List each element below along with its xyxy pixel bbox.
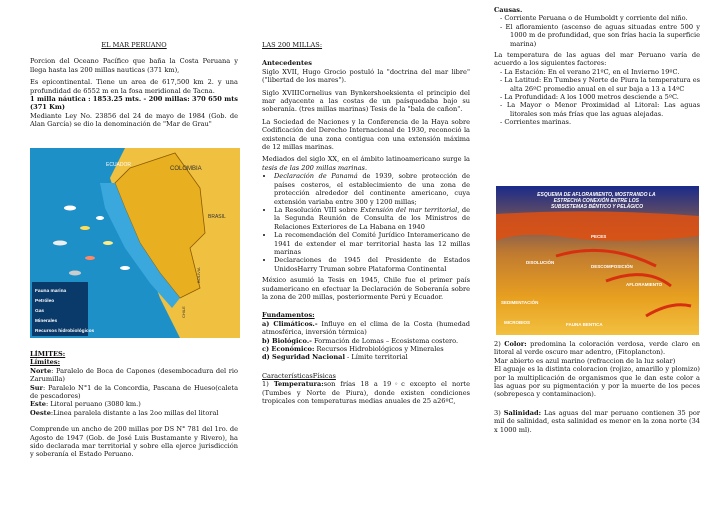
map-label-colombia: COLOMBIA bbox=[170, 166, 202, 172]
salinidad-label: Salinidad: bbox=[503, 408, 542, 417]
limits-subtitle: Límites: bbox=[30, 358, 61, 367]
diagram-label-fauna-bentica: FAUNA BENTICA bbox=[566, 322, 603, 327]
causas-heading: Causas. bbox=[494, 6, 523, 14]
map-label-ecuador: ECUADOR bbox=[106, 162, 132, 168]
antecedentes-list bbox=[262, 172, 470, 273]
legend-recursos: Recursos hidrobiológicos bbox=[35, 329, 95, 334]
norte-label: Norte bbox=[30, 366, 52, 375]
limits-title: LÍMITES: bbox=[30, 350, 66, 358]
col2-paragraph-1: Siglo XVII, Hugo Grocio postuló la "doctrina del mar libre"("libertad de los mares"). bbox=[262, 67, 470, 85]
col1-paragraph-4: Mediante Ley No. 23856 del 24 de mayo de 1984 (Gob. de Alan García) se dio la denominación de "Mar de Grau" bbox=[30, 111, 238, 129]
peru-sea-map bbox=[30, 148, 240, 338]
caracteristicas-heading: CaracterísticasFísicas bbox=[262, 371, 336, 380]
col1-paragraph-end: Comprende un ancho de 200 millas por DS N° 781 del 1ro. de Agosto de 1947 (Gob. de José Luis Bustamante y Rivero), ha sido declarada mar territorial y sobre ella ejerce jurisdicción y soberanía el Estado Peruano. bbox=[30, 425, 238, 459]
map-label-chile: CHILE bbox=[181, 306, 186, 318]
column-1-lower bbox=[30, 350, 238, 515]
diagram-label-disolucion: DISOLUCIÓN bbox=[526, 260, 555, 265]
diagram-label-microbios: MICROBIOS bbox=[504, 320, 531, 325]
temperatura-text: son frías 18 a 19◦c excepto el norte (Tumbes y Norte de Piura), donde existen condiciones tropicales con temperaturas medias anuales de 25 a26ºC, bbox=[262, 380, 470, 406]
diagram-label-descomposicion: DESCOMPOSICIÓN bbox=[591, 264, 633, 269]
color-text: predomina la coloración verdosa, verde claro en litoral al verde oscuro mar adentro, (Fitoplancton). bbox=[494, 340, 700, 357]
diagram-svg bbox=[496, 186, 699, 335]
causas-list bbox=[494, 14, 700, 48]
fund-c-label: c) Económico: bbox=[262, 345, 315, 353]
fund-d-text: - Límite territorial bbox=[344, 353, 408, 362]
list-item: - El afloramiento (ascenso de aguas situadas entre 500 y 1000 m de profundidad, que son frías hacia la superficie marina) bbox=[494, 23, 700, 48]
legend-petroleo: Petróleo bbox=[35, 299, 55, 304]
legend-minerales: Minerales bbox=[35, 319, 58, 324]
list-item: - La Latitud: En Tumbes y Norte de Piura la temperatura es alta 26ºC promedio anual en el sur baja a 13 a 14ºC bbox=[494, 76, 700, 93]
upwelling-diagram bbox=[496, 186, 699, 335]
column-3-lower: 2) Color: predomina la coloración verdosa, verde claro en litoral al verde oscuro mar adentro, (Fitoplancton). Mar abierto es azul marino (refraccion de la luz solar) El aguaje es la distinta coloracion (rojizo, amarillo y plomizo) por la multiplicación de organismos que le dan este color a las aguas por su pigmentación y por la muerte de los peces (sobrepesca y contaminacion). 3) Salinidad: Las aguas del mar peruano contienen 35 por mil de salinidad, esta salinidad es menor en la zona norte (34 x 1000 ml). bbox=[494, 340, 700, 434]
diagram-title-line-1: ESQUEMA DE AFLORAMIENTO, MOSTRANDO LA bbox=[537, 192, 656, 198]
factors-list bbox=[494, 68, 700, 127]
color-label: Color: bbox=[504, 340, 527, 348]
tesis-200-millas: tesis de las 200 millas marinas. bbox=[262, 163, 368, 172]
norte-text: : Paralelo de Boca de Capones (desembocadura del rio Zarumilla) bbox=[30, 366, 238, 384]
este-label: Este bbox=[30, 400, 46, 409]
page-title: EL MAR PERUANO bbox=[101, 41, 167, 49]
legend-fauna: Fauna marina bbox=[35, 289, 67, 294]
list-item: • Declaración de Panamá de 1939, sobre protección de países costeros, el establecimiento de una zona de protección alrededor del continente americano, cuya extensión variaba entre 300 y 1200 millas; bbox=[274, 172, 470, 206]
col3-temp-paragraph: La temperatura de las aguas del mar Peruano varía de acuerdo a los siguientes factores: bbox=[494, 51, 700, 68]
col1-paragraph-2: Es epicontinental. Tiene un area de 617,500 km 2. y una profundidad de 6552 m en la fosa meridional de Tacna. bbox=[30, 78, 238, 95]
temperatura-label: Temperatura: bbox=[273, 380, 324, 389]
color-paragraph-2: Mar abierto es azul marino (refraccion de la luz solar) bbox=[494, 356, 676, 365]
map-svg bbox=[30, 148, 240, 338]
list-item: - La Mayor o Menor Proximidad al Litoral: Las aguas litorales son más frías que las aguas alejadas. bbox=[494, 101, 700, 118]
sur-text: : Paralelo N°1 de la Concordia, Pascana de Hueso(caleta de pescadores) bbox=[30, 383, 238, 401]
diagram-label-sedimentacion: SEDIMENTACIÓN bbox=[501, 300, 539, 305]
color-paragraph-3: El aguaje es la distinta coloracion (rojizo, amarillo y plomizo) por la multiplicación de organismos que le dan este color a las aguas por su pigmentación y por la muerte de los peces (sobrepesca y contaminacion). bbox=[494, 365, 700, 399]
diagram-title-line-3: SUBSISTEMAS BÉNTICO Y PELÁGICO bbox=[550, 204, 644, 210]
fund-b-label: b) Biológico.- bbox=[262, 336, 312, 345]
fund-b-text: Formación de Lomas – Ecosistema costero. bbox=[311, 336, 459, 345]
diagram-title-line-2: ESTRECHA CONEXIÓN ENTRE LOS bbox=[553, 198, 639, 204]
list-item: - Corriente Peruana o de Humboldt y corriente del niño. bbox=[494, 14, 700, 22]
map-label-bolivia: BOLIVIA bbox=[196, 267, 201, 283]
diagram-label-peces: PECES bbox=[591, 234, 607, 239]
diagram-title bbox=[537, 192, 657, 210]
col2-paragraph-4: Mediados del siglo XX, en el ámbito latinoamericano surge la tesis de las 200 millas marinas. bbox=[262, 155, 470, 172]
salinidad-text: Las aguas del mar peruano contienen 35 por mil de salinidad, esta salinidad es menor en la zona norte (34 x 1000 ml). bbox=[494, 408, 700, 434]
list-item: - Corrientes marinas. bbox=[494, 118, 700, 126]
list-item: • Declaraciones de 1945 del Presidente de Estados UnidosHarry Truman sobre Plataforma Continental bbox=[274, 256, 470, 273]
sur-label: Sur bbox=[30, 383, 44, 392]
list-item: - La Profundidad: A los 1000 metros desciende a 5ºC. bbox=[494, 93, 700, 101]
col2-paragraph-3: La Sociedad de Naciones y la Conferencia de la Haya sobre Codificación del Derecho Internacional de 1930, reconoció la existencia de una zona contigua con una extensión máxima de 12 millas marinas. bbox=[262, 117, 470, 152]
list-item: • La Resolución VIII sobre Extensión del mar territorial, de la Segunda Reunión de Consulta de los Ministros de Relaciones Exteriores de La Habana en 1940 bbox=[274, 206, 470, 231]
col2-paragraph-5: México asumió la Tesis en 1945, Chile fue el primer país sudamericano en efectuar la Declaración de Soberanía sobre la zona de 200 millas, posteriormente Perú y Ecuador. bbox=[262, 276, 470, 301]
fund-a-text: Influye en el clima de la Costa (humedad atmosférica, inversión térmica) bbox=[262, 319, 470, 337]
antecedentes-heading: Antecedentes bbox=[262, 59, 312, 68]
col2-title: LAS 200 MILLAS: bbox=[262, 41, 323, 49]
map-label-brasil: BRASIL bbox=[208, 214, 226, 220]
column-2: LAS 200 MILLAS: Antecedentes Siglo XVII, Hugo Grocio postuló la "doctrina del mar libre"("libertad de los mares"). Siglo XVIIICornelius van Bynkershoeksienta el principio del mar adyacente a las costas de un paísquedaba bajo su soberanía. (tres millas marinas) Tesis de la "bala de cañon". La Sociedad de Naciones y la Conferencia de la Haya sobre Codificación del Derecho Internacional de 1930, reconoció la existencia de una zona contigua con una extensión máxima de 12 millas marinas. Mediados del siglo XX, en el ámbito latinoamericano surge la tesis de las 200 millas marinas. • Declaración de Panamá de 1939, sobre protección de países costeros, el establecimiento de una zona de protección alrededor del continente americano, cuya extensión variaba entre 300 y 1200 millas; • La Resolución VIII sobre Extensión del mar territorial, de la Segunda Reunión de Consulta de los Ministros de Relaciones Exteriores de La Habana en 1940 • La recomendación del Comité Jurídico Interamericano de 1941 de extender el mar territorial hasta las 12 millas marinas • Declaraciones de 1945 del Presidente de Estados UnidosHarry Truman sobre Plataforma Continental México asumió la Tesis en 1945, Chile fue el primer país sudamericano en efectuar la Declaración de Soberanía sobre la zona de 200 millas, posteriormente Perú y Ecuador. Fundamentos: a) Climáticos.- Influye en el clima de la Costa (humedad atmosférica, inversión térmica) b) Biológico.- Formación de Lomas – Ecosistema costero. c) Económico: Recursos Hidrobiológicos y Minerales d) Seguridad Nacional - Límite territorial CaracterísticasFísicas 1) Temperatura:son frías 18 a 19◦c excepto el norte (Tumbes y Norte de Piura), donde existen condiciones tropicales con temperaturas medias anuales de 25 a26ºC, bbox=[262, 0, 470, 515]
list-item: • La recomendación del Comité Jurídico Interamericano de 1941 de extender el mar territorial hasta las 12 millas marinas bbox=[274, 231, 470, 256]
fundamentos-heading: Fundamentos: bbox=[262, 311, 315, 320]
col2-paragraph-2: Siglo XVIIICornelius van Bynkershoeksienta el principio del mar adyacente a las costas de un paísquedaba bajo su soberanía. (tres millas marinas) Tesis de la "bala de cañon". bbox=[262, 88, 470, 114]
fund-c-text: Recursos Hidrobiológicos y Minerales bbox=[314, 345, 444, 353]
diagram-label-afloramiento: AFLORAMIENTO bbox=[626, 282, 663, 287]
fund-d-label: d) Seguridad Nacional bbox=[262, 353, 345, 362]
fund-a-label: a) Climáticos.- bbox=[262, 319, 318, 328]
oeste-text: :Linea paralela distante a las 2oo millas del litoral bbox=[50, 408, 219, 417]
este-text: : Litoral peruano (3080 km.) bbox=[45, 400, 141, 409]
oeste-label: Oeste bbox=[30, 408, 51, 417]
legend-gas: Gas bbox=[35, 309, 45, 314]
list-item: - La Estación: En el verano 21ºC, en el Invierno 19ºC. bbox=[494, 68, 700, 76]
col1-paragraph-1: Porcion del Oceano Pacífico que baña la Costa Peruana y llega hasta las 200 millas nauticas (371 km), bbox=[30, 57, 238, 74]
col1-paragraph-3: 1 milla náutica : 1853.25 mts. - 200 millas: 370 650 mts (371 Km) bbox=[30, 95, 238, 112]
